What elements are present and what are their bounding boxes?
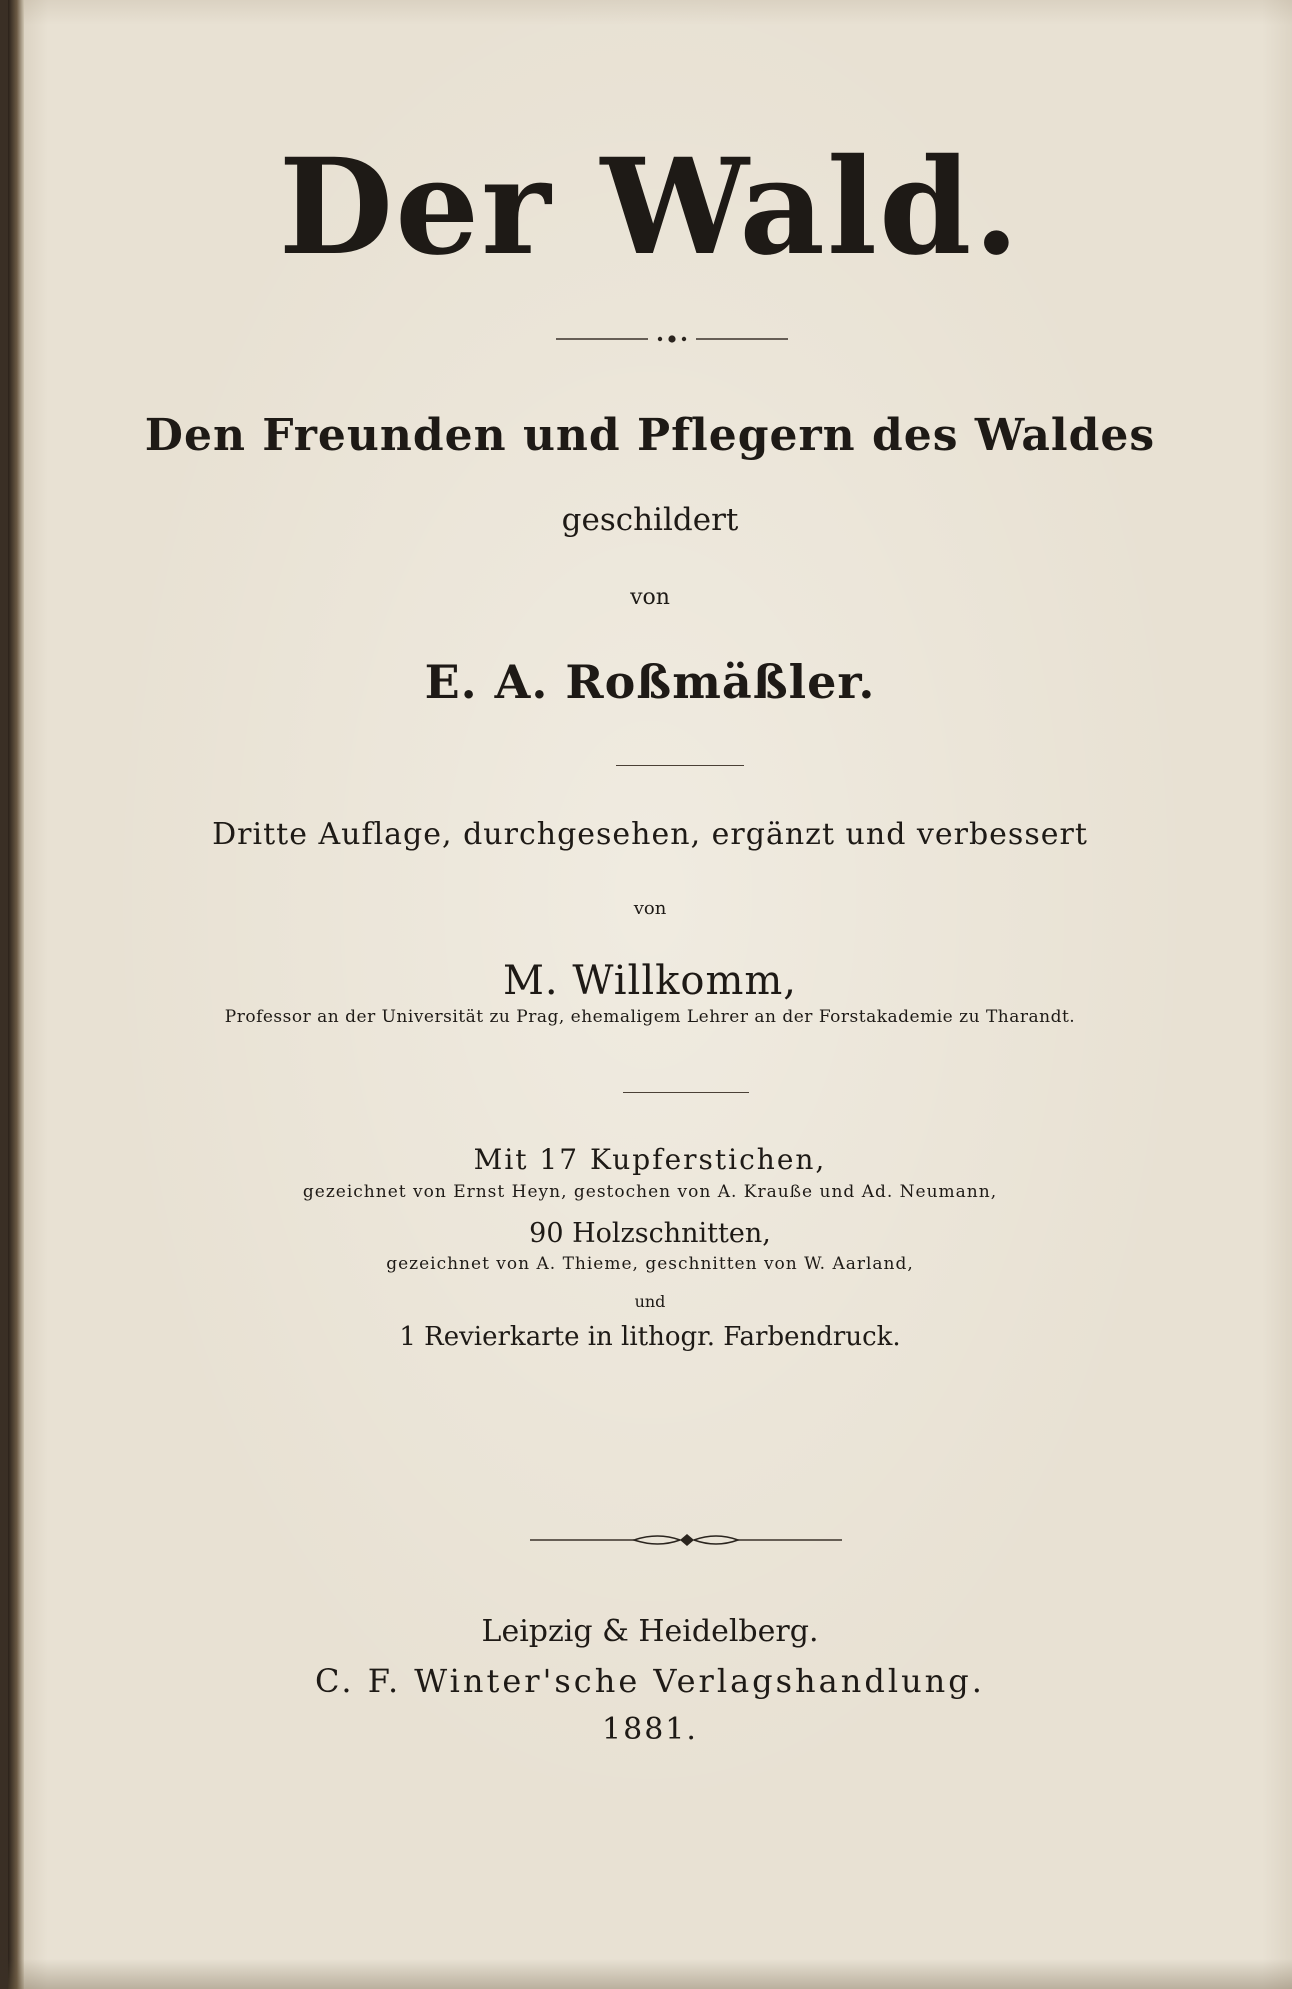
reviser-role: Professor an der Universität zu Prag, ehemaligem Lehrer an der Forstakademie zu Tharandt. — [224, 1007, 1076, 1027]
imprint-year: 1881. — [602, 1712, 698, 1747]
woodcuts-note: gezeichnet von A. Thieme, geschnitten von W. Aarland, — [386, 1254, 914, 1274]
book-title: Der Wald. — [278, 130, 1022, 285]
author-name: E. A. Roßmäßler. — [424, 655, 876, 709]
engravings-note: gezeichnet von Ernst Heyn, gestochen von A. Krauße und Ad. Neumann, — [302, 1182, 998, 1202]
divider-rule-1 — [616, 765, 744, 766]
page-bottom-shadow — [8, 1959, 1292, 1989]
imprint-publisher: C. F. Winter'sche Verlagshandlung. — [315, 1662, 985, 1700]
title-page — [8, 0, 1292, 1989]
reviser-name: M. Willkomm, — [502, 958, 798, 1004]
woodcuts-line: 90 Holzschnitten, — [529, 1218, 771, 1249]
title-ornament-rule — [8, 332, 1292, 346]
imprint-place: Leipzig & Heidelberg. — [481, 1614, 819, 1649]
dedication-line: Den Freunden und Pflegern des Waldes — [144, 410, 1156, 461]
and-line: und — [634, 1292, 666, 1311]
divider-rule-2 — [623, 1092, 749, 1093]
imprint-ornament-rule — [8, 1530, 1292, 1550]
map-line: 1 Revierkarte in lithogr. Farbendruck. — [399, 1322, 901, 1352]
engravings-line: Mit 17 Kupferstichen, — [473, 1143, 827, 1176]
by-line-2: von — [633, 898, 667, 919]
described-line: geschildert — [561, 502, 739, 538]
edition-line: Dritte Auflage, durchgesehen, ergänzt und verbessert — [212, 817, 1088, 852]
by-line-1: von — [630, 585, 670, 610]
